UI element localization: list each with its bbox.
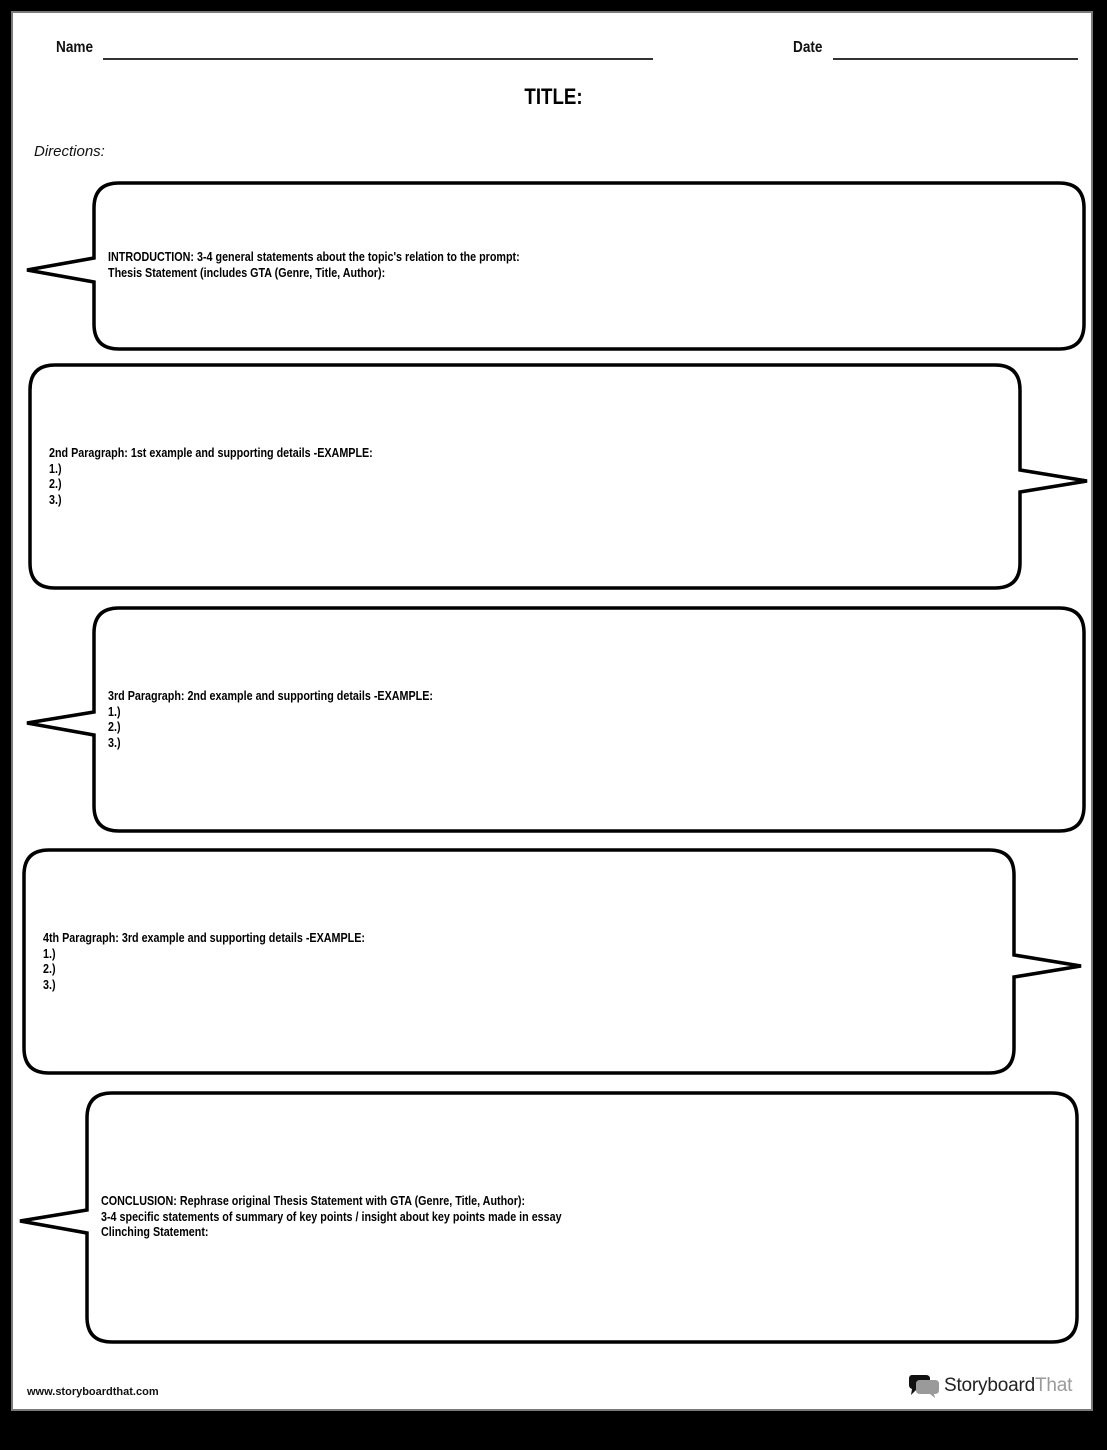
storyboardthat-logo (908, 1373, 1072, 1399)
bubble-line: Thesis Statement (includes GTA (Genre, Title, Author): (108, 265, 386, 280)
bubble-line: CONCLUSION: Rephrase original Thesis Statement with GTA (Genre, Title, Author): (101, 1194, 526, 1208)
bubble-line: 2.) (43, 962, 56, 976)
logo-text-primary: Storyboard (944, 1375, 1035, 1396)
bubble-introduction[interactable] (108, 250, 520, 281)
bubble-conclusion[interactable] (101, 1194, 562, 1241)
bubble-paragraph-3[interactable] (108, 689, 433, 751)
directions-label: Directions: (34, 143, 105, 160)
bubble-line: Clinching Statement: (101, 1225, 209, 1239)
bubble-line: 3.) (108, 735, 121, 750)
bubble-line: 2.) (108, 720, 121, 734)
bubble-line: 1.) (49, 461, 62, 476)
date-label: Date (793, 39, 823, 56)
logo-text-secondary: That (1034, 1375, 1073, 1396)
bubble-line: 1.) (108, 704, 121, 719)
bubble-line: 3-4 specific statements of summary of key points / insight about key points made in essay (101, 1209, 562, 1224)
bubble-line: 2.) (49, 477, 62, 491)
bubble-line: 3.) (49, 492, 62, 507)
bubble-line: 2nd Paragraph: 1st example and supporting details -EXAMPLE: (49, 446, 373, 460)
page-title: TITLE: (524, 84, 583, 109)
bubble-line: 3rd Paragraph: 2nd example and supporting details -EXAMPLE: (108, 689, 433, 703)
bubble-line: INTRODUCTION: 3-4 general statements about the topic's relation to the prompt: (108, 250, 520, 264)
bubble-paragraph-2[interactable] (49, 446, 373, 508)
speech-bubbles-icon (908, 1374, 940, 1398)
bubble-line: 3.) (43, 977, 56, 992)
bubble-line: 1.) (43, 946, 56, 961)
bubble-line: 4th Paragraph: 3rd example and supporting details -EXAMPLE: (43, 931, 365, 945)
bubble-paragraph-4[interactable] (43, 931, 365, 993)
footer-url: www.storyboardthat.com (27, 1386, 159, 1398)
name-label: Name (56, 39, 94, 56)
